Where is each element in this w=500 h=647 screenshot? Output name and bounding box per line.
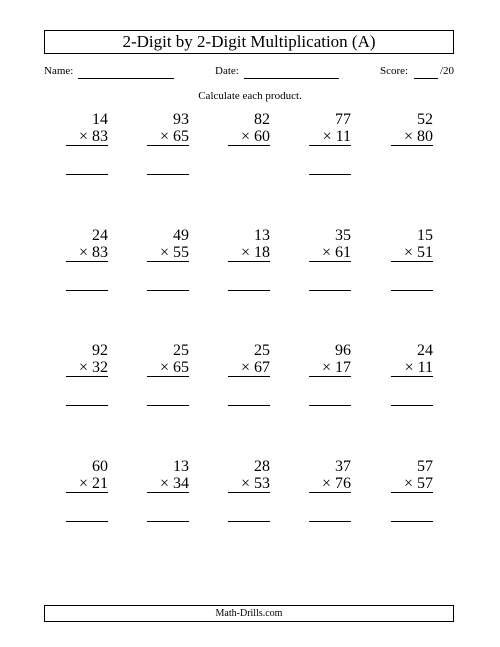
- footer-credit: Math-Drills.com: [44, 605, 454, 622]
- problem-20: [373, 458, 433, 528]
- multiplier: [322, 244, 351, 262]
- multiplier: [79, 128, 108, 146]
- product-rule: [147, 492, 189, 493]
- answer-line[interactable]: [66, 290, 108, 291]
- problem-3: [210, 111, 270, 181]
- answer-line[interactable]: [147, 405, 189, 406]
- times-sign: ×: [159, 475, 173, 492]
- times-sign: ×: [403, 244, 417, 261]
- times-sign: ×: [321, 244, 335, 261]
- multiplier: [160, 244, 189, 262]
- multiplier-value: 34: [173, 475, 189, 492]
- multiplier: [322, 359, 351, 377]
- product-rule: [391, 145, 433, 146]
- answer-line[interactable]: [309, 521, 351, 522]
- problem-1: [48, 111, 108, 181]
- times-sign: ×: [322, 128, 336, 145]
- multiplier: [79, 244, 108, 262]
- product-rule: [309, 492, 351, 493]
- multiplicand: 52: [417, 111, 433, 128]
- multiplier-value: 61: [335, 244, 351, 261]
- answer-line[interactable]: [147, 521, 189, 522]
- times-sign: ×: [78, 475, 92, 492]
- product-rule: [66, 376, 108, 377]
- multiplicand: 96: [335, 342, 351, 359]
- multiplier-value: 11: [335, 128, 351, 145]
- times-sign: ×: [240, 128, 254, 145]
- multiplier: [79, 475, 108, 493]
- product-rule: [391, 492, 433, 493]
- multiplicand: 77: [335, 111, 351, 128]
- problem-17: [129, 458, 189, 528]
- answer-line[interactable]: [228, 405, 270, 406]
- multiplicand: 25: [254, 342, 270, 359]
- problem-15: [373, 342, 433, 412]
- multiplier-value: 67: [254, 359, 270, 376]
- product-rule: [228, 145, 270, 146]
- answer-line[interactable]: [66, 174, 108, 175]
- multiplier: [322, 475, 351, 493]
- multiplier-value: 76: [335, 475, 351, 492]
- problem-5: [373, 111, 433, 181]
- multiplicand: 15: [417, 227, 433, 244]
- multiplier: [404, 475, 433, 493]
- product-rule: [66, 492, 108, 493]
- multiplier: [405, 359, 433, 377]
- multiplicand: 28: [254, 458, 270, 475]
- multiplier-value: 60: [254, 128, 270, 145]
- multiplier-value: 65: [173, 128, 189, 145]
- product-rule: [228, 376, 270, 377]
- multiplier: [241, 244, 270, 262]
- multiplier-value: 57: [417, 475, 433, 492]
- multiplicand: 57: [417, 458, 433, 475]
- multiplicand: 92: [92, 342, 108, 359]
- answer-line[interactable]: [147, 174, 189, 175]
- times-sign: ×: [240, 475, 254, 492]
- product-rule: [309, 261, 351, 262]
- problem-12: [129, 342, 189, 412]
- answer-line[interactable]: [309, 290, 351, 291]
- multiplier: [160, 359, 189, 377]
- product-rule: [147, 261, 189, 262]
- problem-11: [48, 342, 108, 412]
- times-sign: ×: [159, 359, 173, 376]
- score-total: /20: [440, 65, 455, 77]
- multiplier: [241, 128, 270, 146]
- multiplicand: 24: [92, 227, 108, 244]
- product-rule: [391, 261, 433, 262]
- multiplier-value: 11: [417, 359, 433, 376]
- answer-line[interactable]: [147, 290, 189, 291]
- multiplier-value: 83: [92, 244, 108, 261]
- times-sign: ×: [404, 359, 418, 376]
- product-rule: [391, 376, 433, 377]
- product-rule: [228, 261, 270, 262]
- multiplicand: 49: [173, 227, 189, 244]
- multiplier-value: 18: [254, 244, 270, 261]
- problem-8: [210, 227, 270, 297]
- product-rule: [66, 145, 108, 146]
- problem-2: [129, 111, 189, 181]
- answer-line[interactable]: [228, 521, 270, 522]
- answer-line[interactable]: [391, 405, 433, 406]
- times-sign: ×: [403, 128, 417, 145]
- multiplier: [79, 359, 108, 377]
- multiplicand: 14: [92, 111, 108, 128]
- multiplicand: 35: [335, 227, 351, 244]
- multiplicand: 24: [417, 342, 433, 359]
- multiplicand: 82: [254, 111, 270, 128]
- problem-4: [291, 111, 351, 181]
- multiplier-value: 51: [417, 244, 433, 261]
- times-sign: ×: [240, 244, 254, 261]
- problem-7: [129, 227, 189, 297]
- times-sign: ×: [240, 359, 254, 376]
- multiplier: [241, 359, 270, 377]
- multiplier-value: 32: [92, 359, 108, 376]
- name-label: Name:: [44, 65, 74, 77]
- multiplier-value: 80: [417, 128, 433, 145]
- multiplicand: 25: [173, 342, 189, 359]
- date-label: Date:: [215, 65, 239, 77]
- times-sign: ×: [78, 128, 92, 145]
- worksheet-title: 2-Digit by 2-Digit Multiplication (A): [44, 30, 454, 54]
- multiplier: [241, 475, 270, 493]
- times-sign: ×: [78, 359, 92, 376]
- multiplier: [160, 475, 189, 493]
- times-sign: ×: [321, 475, 335, 492]
- answer-line[interactable]: [228, 290, 270, 291]
- product-rule: [309, 376, 351, 377]
- multiplier-value: 21: [92, 475, 108, 492]
- multiplier: [404, 128, 433, 146]
- multiplier-value: 55: [173, 244, 189, 261]
- answer-line[interactable]: [309, 174, 351, 175]
- multiplier-value: 17: [335, 359, 351, 376]
- problem-16: [48, 458, 108, 528]
- product-rule: [309, 145, 351, 146]
- product-rule: [147, 145, 189, 146]
- multiplicand: 37: [335, 458, 351, 475]
- score-label: Score:: [380, 65, 409, 77]
- problem-13: [210, 342, 270, 412]
- multiplier-value: 83: [92, 128, 108, 145]
- times-sign: ×: [159, 128, 173, 145]
- problem-9: [291, 227, 351, 297]
- multiplicand: 60: [92, 458, 108, 475]
- answer-line[interactable]: [391, 290, 433, 291]
- multiplier: [404, 244, 433, 262]
- problem-18: [210, 458, 270, 528]
- multiplier-value: 53: [254, 475, 270, 492]
- answer-line[interactable]: [66, 405, 108, 406]
- answer-line[interactable]: [309, 405, 351, 406]
- answer-line[interactable]: [391, 521, 433, 522]
- multiplicand: 13: [173, 458, 189, 475]
- times-sign: ×: [403, 475, 417, 492]
- multiplier: [160, 128, 189, 146]
- product-rule: [147, 376, 189, 377]
- times-sign: ×: [78, 244, 92, 261]
- multiplier-value: 65: [173, 359, 189, 376]
- times-sign: ×: [159, 244, 173, 261]
- multiplier: [323, 128, 351, 146]
- problem-14: [291, 342, 351, 412]
- multiplicand: 93: [173, 111, 189, 128]
- times-sign: ×: [321, 359, 335, 376]
- problem-6: [48, 227, 108, 297]
- product-rule: [228, 492, 270, 493]
- answer-line[interactable]: [66, 521, 108, 522]
- problem-19: [291, 458, 351, 528]
- instructions: Calculate each product.: [198, 90, 302, 102]
- multiplicand: 13: [254, 227, 270, 244]
- product-rule: [66, 261, 108, 262]
- problem-10: [373, 227, 433, 297]
